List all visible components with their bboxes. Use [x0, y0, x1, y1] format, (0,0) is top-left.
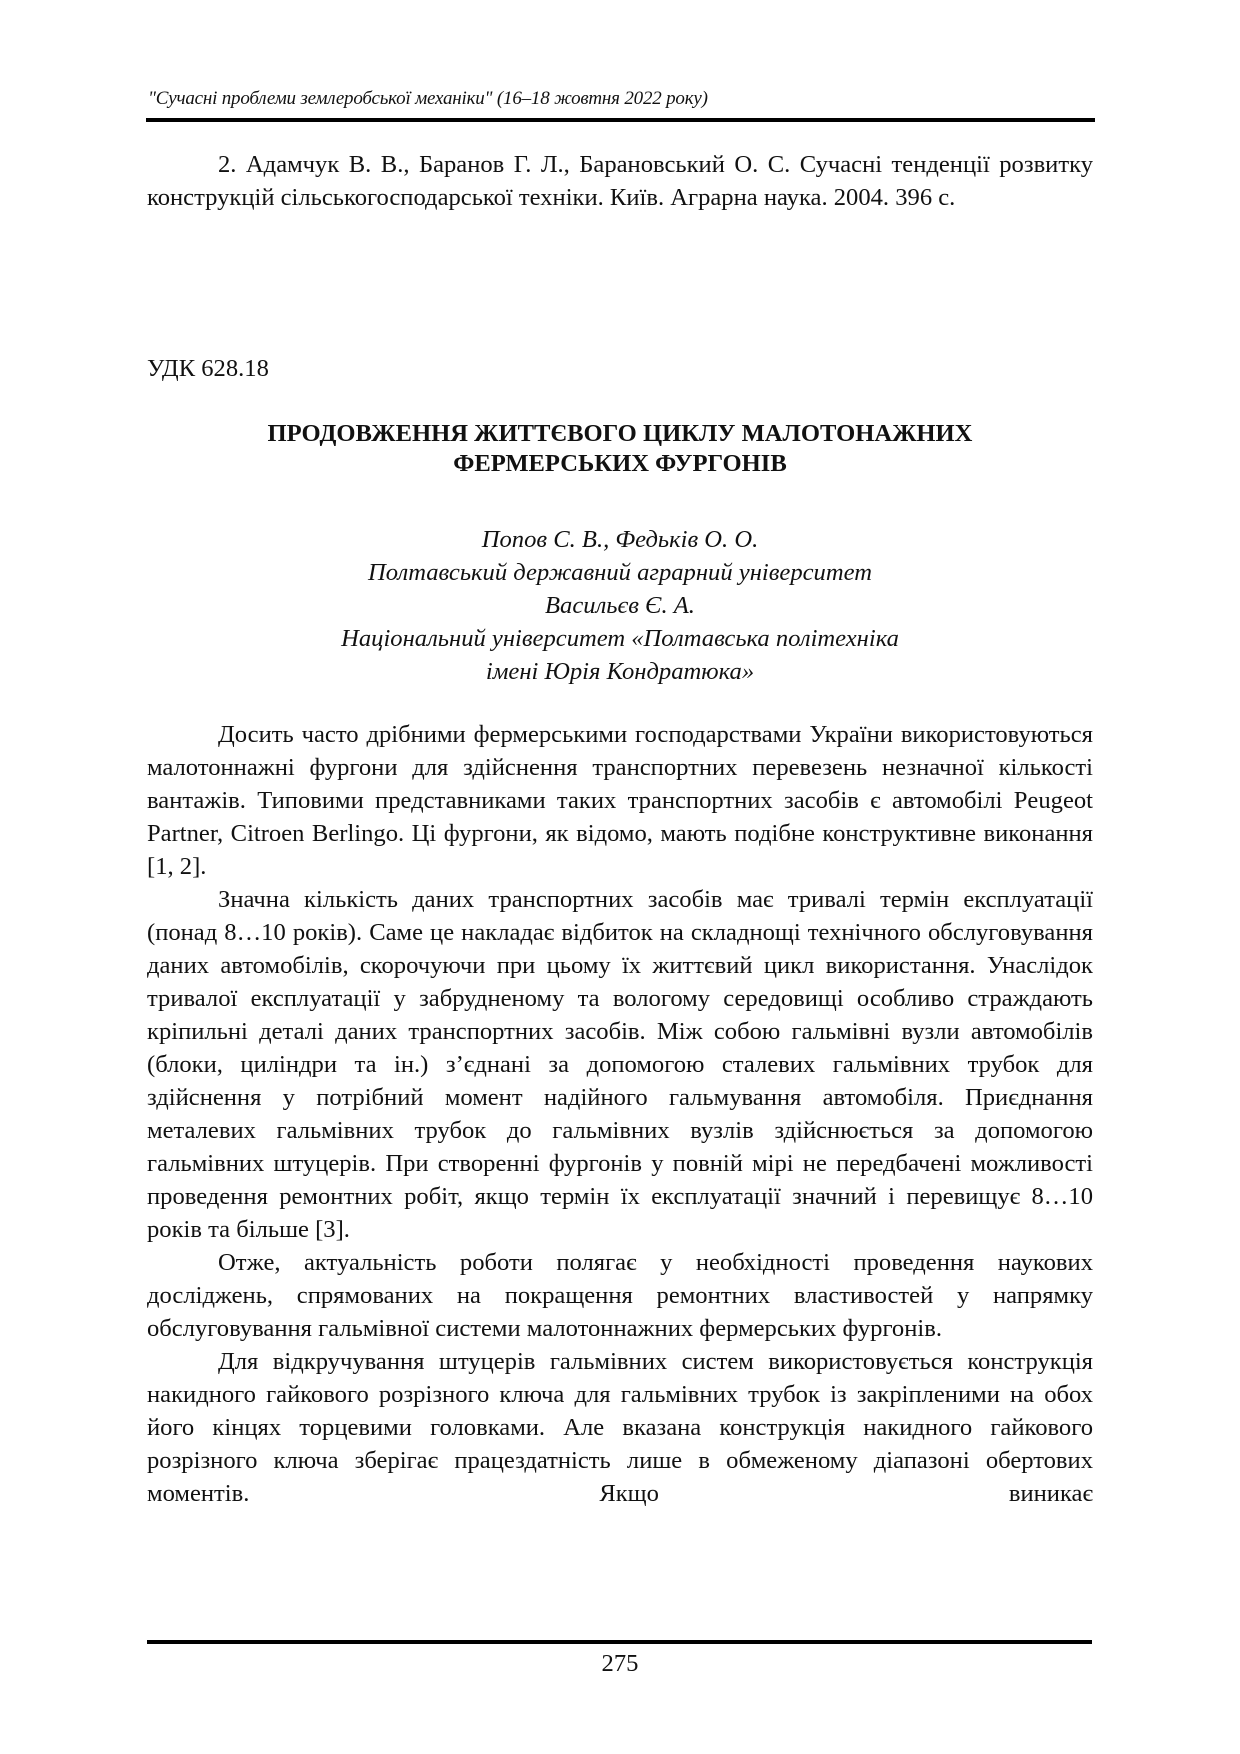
body-paragraph: Для відкручування штуцерів гальмівних систем використовується конструкція накидного гайкового розрізного ключа для гальмівних трубок із закріпленими на обох його кінцях торцевими головками. Але вказана конструкція накидного гайкового розрізного ключа зберігає працездатність лише в обмеженому діапазоні обертових моментів. Якщо виникає: [147, 1348, 1093, 1507]
reference-item: 2. Адамчук В. В., Баранов Г. Л., Барановський О. С. Сучасні тенденції розвитку конструкцій сільськогосподарської техніки. Київ. Аграрна наука. 2004. 396 с.: [147, 151, 1093, 211]
running-header: "Сучасні проблеми землеробської механіки" (16–18 жовтня 2022 року): [148, 88, 708, 109]
article-body: [147, 718, 1093, 1510]
author-affiliation: Національний університет «Полтавська політехніка: [341, 625, 899, 652]
author-affiliation: Полтавський державний аграрний університет: [368, 559, 872, 586]
article-title: [147, 419, 1093, 479]
footer-rule: [147, 1640, 1092, 1644]
body-paragraph: Отже, актуальність роботи полягає у необхідності проведення наукових досліджень, спрямованих на покращення ремонтних властивостей у напрямку обслуговування гальмівної системи малотоннажних фермерських фургонів.: [147, 1249, 1093, 1342]
title-line: ФЕРМЕРСЬКИХ ФУРГОНІВ: [453, 450, 787, 477]
header-rule: [146, 118, 1095, 122]
author-block: [147, 523, 1093, 688]
body-paragraph: Досить часто дрібними фермерськими господарствами України використовуються малотоннажні фургони для здійснення транспортних перевезень незначної кількості вантажів. Типовими представниками таких транспортних засобів є автомобілі Peugeot Partner, Citroen Berlingo. Ці фургони, як відомо, мають подібне конструктивне виконання [1, 2].: [147, 721, 1093, 880]
udc-code: УДК 628.18: [147, 355, 269, 382]
page-number: 275: [601, 1650, 639, 1677]
body-paragraph: Значна кількість даних транспортних засобів має тривалі термін експлуатації (понад 8…10 років). Саме це накладає відбиток на складнощі технічного обслуговування даних автомобілів, скорочуючи при цьому їх життєвий цикл використання. Унаслідок тривалої експлуатації у забрудненому та вологому середовищі особливо страждають кріпильні деталі даних транспортних засобів. Між собою гальмівні вузли автомобілів (блоки, циліндри та ін.) з’єднані за допомогою сталевих гальмівних трубок для здійснення у потрібний момент надійного гальмування автомобіля. Приєднання металевих гальмівних трубок до гальмівних вузлів здійснюється за допомогою гальмівних штуцерів. При створенні фургонів у повній мірі не передбачені можливості проведення ремонтних робіт, якщо термін їх експлуатації значний і перевищує 8…10 років та більше [3].: [147, 886, 1093, 1243]
author-names: Васильєв Є. А.: [545, 592, 695, 619]
author-affiliation: імені Юрія Кондратюка»: [485, 658, 755, 685]
title-line: ПРОДОВЖЕННЯ ЖИТТЄВОГО ЦИКЛУ МАЛОТОНАЖНИХ: [267, 420, 973, 447]
author-names: Попов С. В., Федьків О. О.: [481, 526, 759, 553]
